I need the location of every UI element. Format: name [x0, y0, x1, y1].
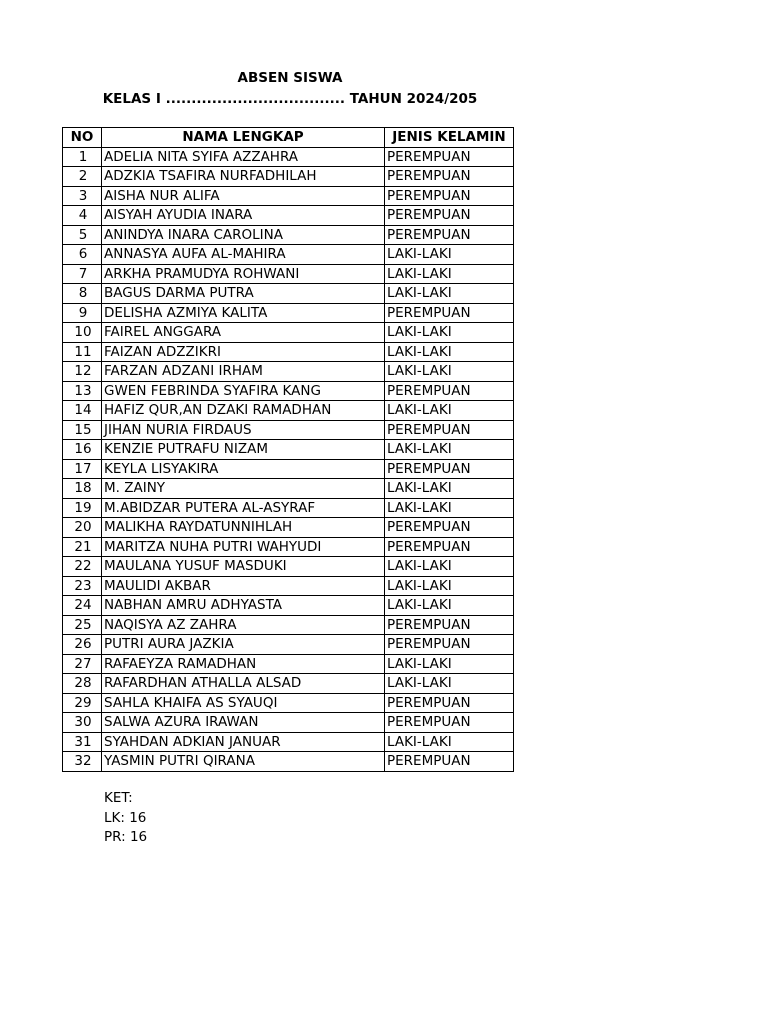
cell-nama-lengkap: SALWA AZURA IRAWAN	[102, 713, 385, 733]
cell-nama-lengkap: PUTRI AURA JAZKIA	[102, 635, 385, 655]
cell-no: 3	[63, 186, 102, 206]
cell-nama-lengkap: M.ABIDZAR PUTERA AL-ASYRAF	[102, 498, 385, 518]
table-row	[63, 342, 514, 362]
cell-jenis-kelamin: LAKI-LAKI	[385, 674, 514, 694]
cell-no: 8	[63, 284, 102, 304]
cell-no: 21	[63, 537, 102, 557]
cell-jenis-kelamin: LAKI-LAKI	[385, 498, 514, 518]
cell-nama-lengkap: ARKHA PRAMUDYA ROHWANI	[102, 264, 385, 284]
cell-jenis-kelamin: LAKI-LAKI	[385, 654, 514, 674]
table-row	[63, 557, 514, 577]
cell-jenis-kelamin: PEREMPUAN	[385, 537, 514, 557]
cell-no: 29	[63, 693, 102, 713]
cell-jenis-kelamin: PEREMPUAN	[385, 186, 514, 206]
table-row	[63, 654, 514, 674]
column-header-nama-lengkap: NAMA LENGKAP	[102, 128, 385, 148]
cell-no: 26	[63, 635, 102, 655]
cell-jenis-kelamin: PEREMPUAN	[385, 167, 514, 187]
table-row	[63, 264, 514, 284]
table-row	[63, 596, 514, 616]
cell-no: 10	[63, 323, 102, 343]
cell-no: 31	[63, 732, 102, 752]
cell-jenis-kelamin: LAKI-LAKI	[385, 245, 514, 265]
cell-no: 20	[63, 518, 102, 538]
cell-no: 22	[63, 557, 102, 577]
table-row	[63, 732, 514, 752]
cell-nama-lengkap: RAFARDHAN ATHALLA ALSAD	[102, 674, 385, 694]
table-row	[63, 284, 514, 304]
table-row	[63, 362, 514, 382]
table-row	[63, 420, 514, 440]
table-row	[63, 323, 514, 343]
female-count: PR: 16	[104, 829, 148, 845]
cell-nama-lengkap: NABHAN AMRU ADHYASTA	[102, 596, 385, 616]
cell-no: 25	[63, 615, 102, 635]
cell-nama-lengkap: MAULIDI AKBAR	[102, 576, 385, 596]
cell-jenis-kelamin: LAKI-LAKI	[385, 362, 514, 382]
cell-jenis-kelamin: PEREMPUAN	[385, 518, 514, 538]
cell-jenis-kelamin: PEREMPUAN	[385, 752, 514, 772]
cell-nama-lengkap: DELISHA AZMIYA KALITA	[102, 303, 385, 323]
cell-nama-lengkap: KEYLA LISYAKIRA	[102, 459, 385, 479]
table-row	[63, 147, 514, 167]
cell-no: 28	[63, 674, 102, 694]
cell-jenis-kelamin: PEREMPUAN	[385, 303, 514, 323]
cell-jenis-kelamin: PEREMPUAN	[385, 635, 514, 655]
table-row	[63, 245, 514, 265]
table-row	[63, 537, 514, 557]
table-row	[63, 752, 514, 772]
cell-nama-lengkap: ADZKIA TSAFIRA NURFADHILAH	[102, 167, 385, 187]
cell-nama-lengkap: SAHLA KHAIFA AS SYAUQI	[102, 693, 385, 713]
cell-no: 7	[63, 264, 102, 284]
table-row	[63, 459, 514, 479]
table-row	[63, 381, 514, 401]
cell-no: 9	[63, 303, 102, 323]
table-row	[63, 498, 514, 518]
cell-nama-lengkap: FAIREL ANGGARA	[102, 323, 385, 343]
table-row	[63, 615, 514, 635]
cell-no: 23	[63, 576, 102, 596]
cell-no: 19	[63, 498, 102, 518]
cell-no: 17	[63, 459, 102, 479]
cell-no: 6	[63, 245, 102, 265]
cell-jenis-kelamin: LAKI-LAKI	[385, 264, 514, 284]
summary-label: KET:	[104, 790, 133, 806]
cell-nama-lengkap: AISYAH AYUDIA INARA	[102, 206, 385, 226]
cell-jenis-kelamin: PEREMPUAN	[385, 713, 514, 733]
cell-no: 27	[63, 654, 102, 674]
cell-nama-lengkap: HAFIZ QUR,AN DZAKI RAMADHAN	[102, 401, 385, 421]
table-row	[63, 674, 514, 694]
cell-nama-lengkap: MAULANA YUSUF MASDUKI	[102, 557, 385, 577]
cell-no: 15	[63, 420, 102, 440]
cell-nama-lengkap: MARITZA NUHA PUTRI WAHYUDI	[102, 537, 385, 557]
document-title: ABSEN SISWA	[237, 70, 343, 86]
cell-no: 12	[63, 362, 102, 382]
cell-no: 4	[63, 206, 102, 226]
cell-no: 14	[63, 401, 102, 421]
cell-no: 24	[63, 596, 102, 616]
cell-nama-lengkap: FARZAN ADZANI IRHAM	[102, 362, 385, 382]
cell-jenis-kelamin: LAKI-LAKI	[385, 596, 514, 616]
cell-jenis-kelamin: PEREMPUAN	[385, 225, 514, 245]
cell-jenis-kelamin: PEREMPUAN	[385, 381, 514, 401]
cell-nama-lengkap: SYAHDAN ADKIAN JANUAR	[102, 732, 385, 752]
column-header-jenis-kelamin: JENIS KELAMIN	[385, 128, 514, 148]
cell-nama-lengkap: YASMIN PUTRI QIRANA	[102, 752, 385, 772]
cell-jenis-kelamin: LAKI-LAKI	[385, 479, 514, 499]
cell-nama-lengkap: ADELIA NITA SYIFA AZZAHRA	[102, 147, 385, 167]
table-header	[63, 128, 514, 148]
table-row	[63, 713, 514, 733]
attendance-table	[62, 127, 514, 772]
cell-nama-lengkap: AISHA NUR ALIFA	[102, 186, 385, 206]
summary-note	[104, 789, 147, 848]
table-row	[63, 167, 514, 187]
cell-no: 32	[63, 752, 102, 772]
table-body	[63, 147, 514, 771]
cell-nama-lengkap: ANINDYA INARA CAROLINA	[102, 225, 385, 245]
cell-jenis-kelamin: LAKI-LAKI	[385, 323, 514, 343]
table-row	[63, 303, 514, 323]
cell-nama-lengkap: JIHAN NURIA FIRDAUS	[102, 420, 385, 440]
cell-jenis-kelamin: PEREMPUAN	[385, 459, 514, 479]
cell-no: 30	[63, 713, 102, 733]
table-row	[63, 440, 514, 460]
table-row	[63, 635, 514, 655]
table-row	[63, 206, 514, 226]
cell-nama-lengkap: KENZIE PUTRAFU NIZAM	[102, 440, 385, 460]
header-row	[63, 128, 514, 148]
cell-no: 16	[63, 440, 102, 460]
cell-nama-lengkap: NAQISYA AZ ZAHRA	[102, 615, 385, 635]
cell-jenis-kelamin: PEREMPUAN	[385, 147, 514, 167]
male-count: LK: 16	[104, 809, 147, 826]
cell-nama-lengkap: RAFAEYZA RAMADHAN	[102, 654, 385, 674]
table-row	[63, 576, 514, 596]
cell-no: 5	[63, 225, 102, 245]
cell-nama-lengkap: ANNASYA AUFA AL-MAHIRA	[102, 245, 385, 265]
cell-nama-lengkap: FAIZAN ADZZIKRI	[102, 342, 385, 362]
cell-no: 2	[63, 167, 102, 187]
cell-jenis-kelamin: PEREMPUAN	[385, 206, 514, 226]
cell-jenis-kelamin: LAKI-LAKI	[385, 284, 514, 304]
cell-nama-lengkap: MALIKHA RAYDATUNNIHLAH	[102, 518, 385, 538]
table-row	[63, 401, 514, 421]
cell-jenis-kelamin: PEREMPUAN	[385, 693, 514, 713]
table-row	[63, 479, 514, 499]
cell-jenis-kelamin: LAKI-LAKI	[385, 576, 514, 596]
table-row	[63, 186, 514, 206]
column-header-no: NO	[63, 128, 102, 148]
table-row	[63, 518, 514, 538]
table-row	[63, 693, 514, 713]
cell-no: 1	[63, 147, 102, 167]
cell-jenis-kelamin: LAKI-LAKI	[385, 401, 514, 421]
cell-jenis-kelamin: LAKI-LAKI	[385, 342, 514, 362]
cell-jenis-kelamin: LAKI-LAKI	[385, 732, 514, 752]
class-year-line: KELAS I ................................... TAHUN 2024/205	[102, 91, 478, 107]
cell-jenis-kelamin: PEREMPUAN	[385, 420, 514, 440]
cell-nama-lengkap: BAGUS DARMA PUTRA	[102, 284, 385, 304]
cell-no: 18	[63, 479, 102, 499]
cell-jenis-kelamin: LAKI-LAKI	[385, 557, 514, 577]
cell-nama-lengkap: M. ZAINY	[102, 479, 385, 499]
cell-no: 11	[63, 342, 102, 362]
cell-no: 13	[63, 381, 102, 401]
cell-jenis-kelamin: LAKI-LAKI	[385, 440, 514, 460]
table-row	[63, 225, 514, 245]
cell-jenis-kelamin: PEREMPUAN	[385, 615, 514, 635]
cell-nama-lengkap: GWEN FEBRINDA SYAFIRA KANG	[102, 381, 385, 401]
